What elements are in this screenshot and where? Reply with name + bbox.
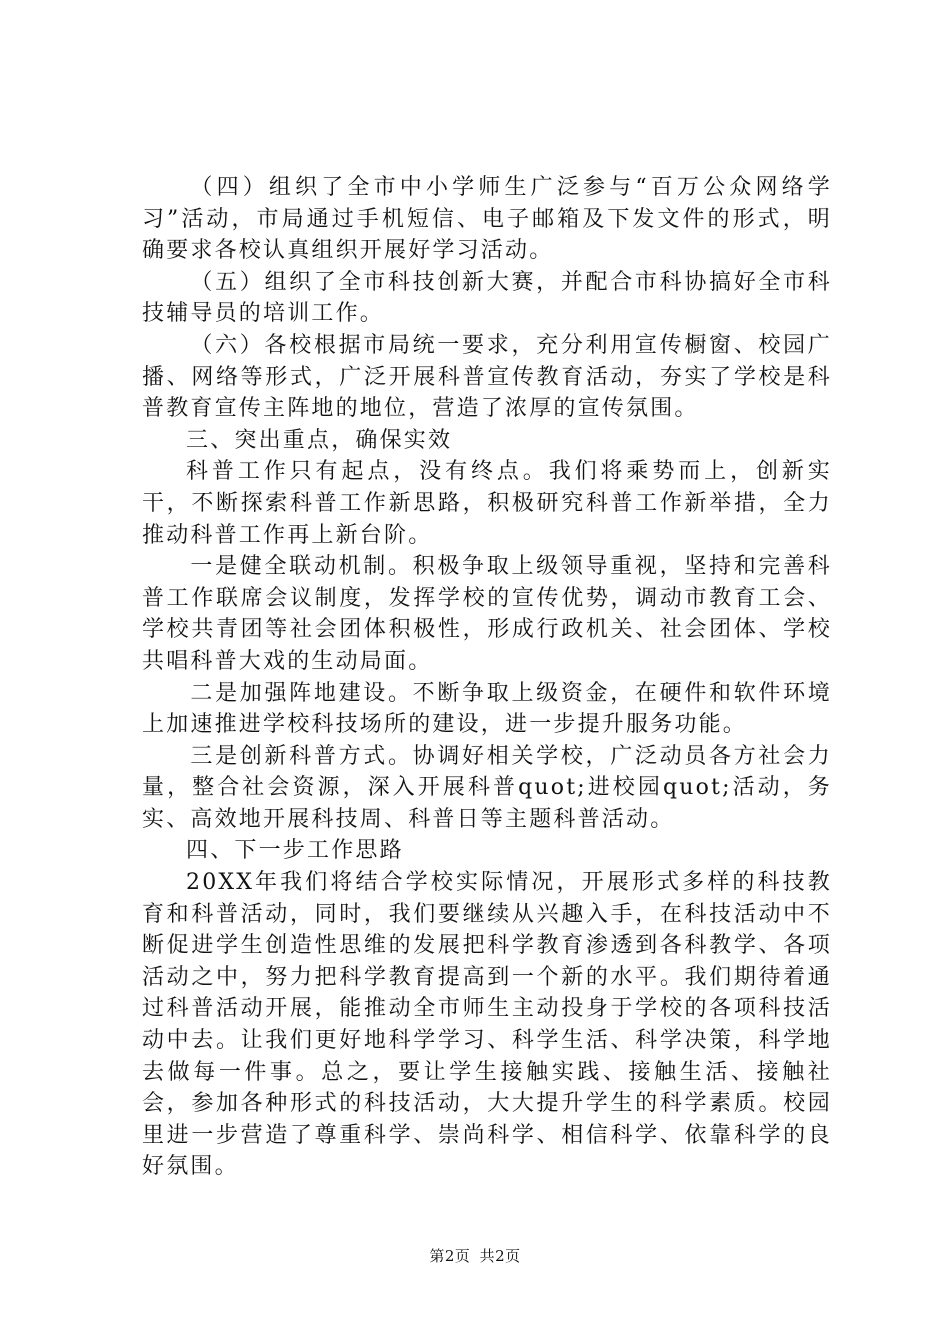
page-total: 共2页 <box>479 1247 521 1265</box>
page-footer <box>0 1245 950 1266</box>
paragraph-intro: 科普工作只有起点，没有终点。我们将乘势而上，创新实干，不断探索科普工作新思路，积极研究科普工作新举措，全力推动科普工作再上新台阶。 <box>142 459 832 548</box>
paragraph-measure-3: 三是创新科普方式。协调好相关学校，广泛动员各方社会力量，整合社会资源，深入开展科普quot;进校园quot;活动，务实、高效地开展科技周、科普日等主题科普活动。 <box>142 743 832 832</box>
paragraph-item-6: （六）各校根据市局统一要求，充分利用宣传橱窗、校园广播、网络等形式，广泛开展科普宣传教育活动，夯实了学校是科普教育宣传主阵地的地位，营造了浓厚的宣传氛围。 <box>142 332 832 422</box>
paragraph-next-steps: 20XX年我们将结合学校实际情况，开展形式多样的科技教育和科普活动，同时，我们要继续从兴趣入手，在科技活动中不断促进学生创造性思维的发展把科学教育渗透到各科教学、各项活动之中，努力把科学教育提高到一个新的水平。我们期待着通过科普活动开展，能推动全市师生主动投身于学校的各项科技活动中去。让我们更好地科学学习、科学生活、科学决策，科学地去做每一件事。总之，要让学生接触实践、接触生活、接触社会，参加各种形式的科技活动，大大提升学生的科学素质。校园里进一步营造了尊重科学、崇尚科学、相信科学、依靠科学的良好氛围。 <box>142 870 832 1180</box>
paragraph-measure-1: 一是健全联动机制。积极争取上级领导重视，坚持和完善科普工作联席会议制度，发挥学校的宣传优势，调动市教育工会、学校共青团等社会团体积极性，形成行政机关、社会团体、学校共唱科普大戏的生动局面。 <box>142 554 832 674</box>
section-heading-4: 四、下一步工作思路 <box>186 838 404 864</box>
paragraph-item-4: （四）组织了全市中小学师生广泛参与“百万公众网络学习”活动，市局通过手机短信、电子邮箱及下发文件的形式，明确要求各校认真组织开展好学习活动。 <box>142 175 832 264</box>
paragraph-item-5: （五）组织了全市科技创新大赛，并配合市科协搞好全市科技辅导员的培训工作。 <box>142 269 832 327</box>
section-heading-3: 三、突出重点，确保实效 <box>186 427 453 453</box>
document-body <box>142 172 832 1183</box>
page-number: 第2页 <box>429 1247 471 1265</box>
paragraph-measure-2: 二是加强阵地建设。不断争取上级资金，在硬件和软件环境上加速推进学校科技场所的建设，进一步提升服务功能。 <box>142 680 832 738</box>
